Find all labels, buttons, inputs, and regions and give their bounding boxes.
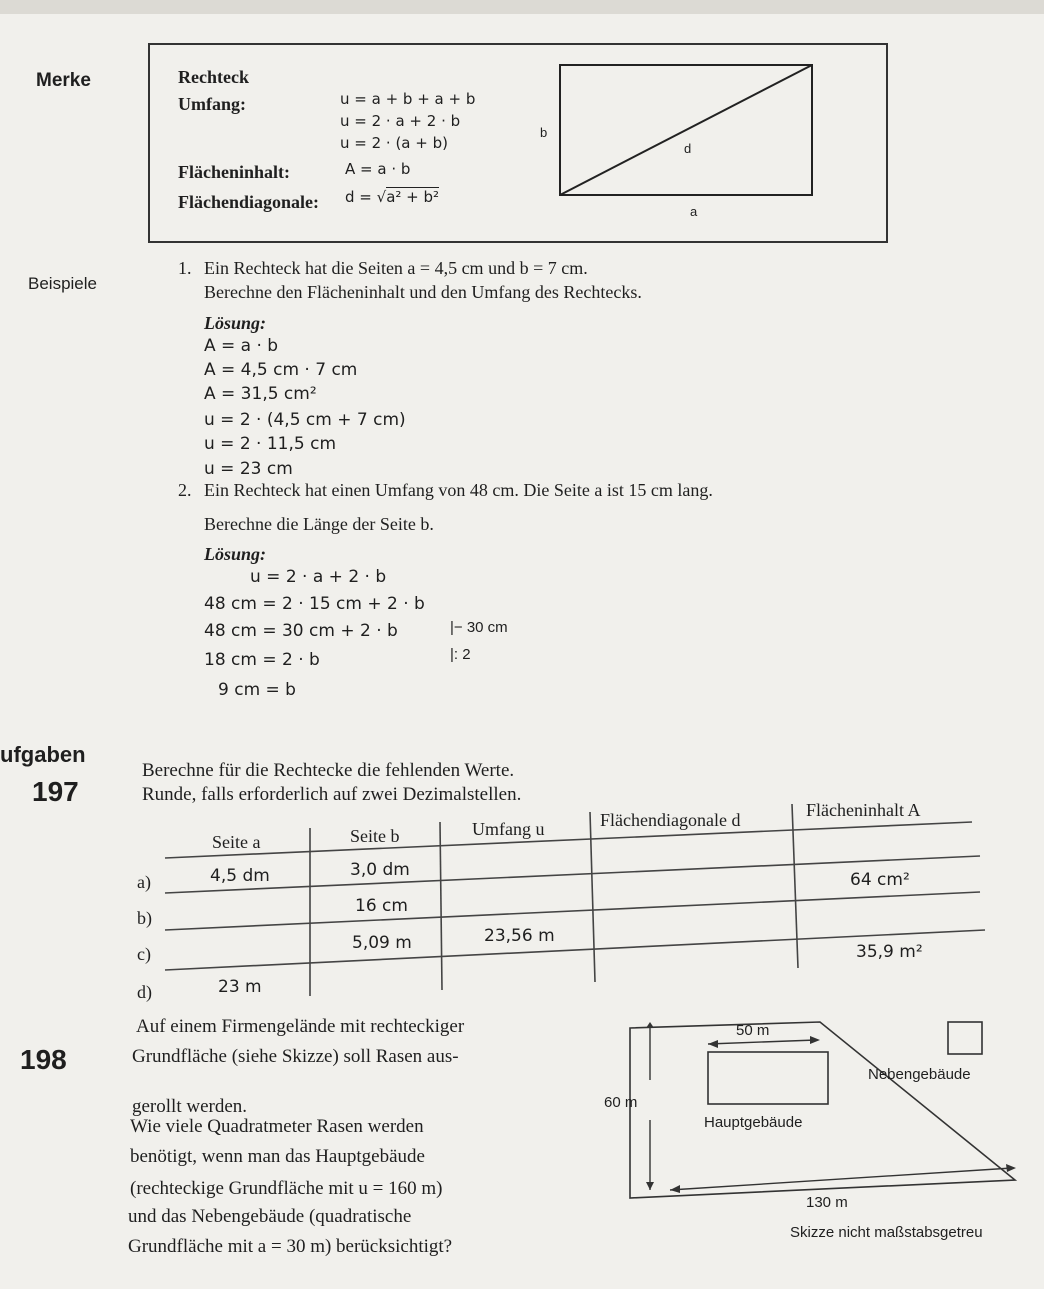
row-b-label: b)	[137, 908, 152, 928]
ex1-number: 1.	[178, 258, 192, 278]
diagonale-radicand: a² + b²	[386, 188, 440, 206]
ex2-step-5: 9 cm = b	[218, 680, 296, 700]
row-a-flaeche: 64 cm²	[850, 870, 910, 890]
ex1-step-5: u = 2 · 11,5 cm	[204, 434, 337, 454]
site-sketch	[620, 1020, 1030, 1220]
umfang-formula-3: u = 2 · (a + b)	[340, 134, 448, 152]
row-c-flaeche: 35,9 m²	[856, 942, 923, 962]
sketch-nebengebaeude: Nebengebäude	[868, 1066, 971, 1083]
row-c-umfang: 23,56 m	[484, 926, 555, 946]
task198-line-4: Wie viele Quadratmeter Rasen werden	[130, 1116, 424, 1137]
row-a-seite-b: 3,0 dm	[350, 860, 410, 880]
task198-number: 198	[20, 1044, 67, 1075]
grid-col-2	[440, 822, 442, 990]
hauptgebaeude-rect	[708, 1052, 828, 1104]
task197-line1: Berechne für die Rechtecke die fehlenden Werte.	[142, 760, 515, 781]
task198-line-5: benötigt, wenn man das Hauptgebäude	[130, 1146, 425, 1167]
width-top-arrow-right	[810, 1036, 820, 1044]
sketch-width-bottom: 130 m	[806, 1194, 848, 1211]
header-umfang: Umfang u	[472, 819, 545, 839]
width-top-arrow	[708, 1040, 816, 1044]
merke-label: Merke	[36, 70, 91, 91]
task197-line2: Runde, falls erforderlich auf zwei Dezimalstellen.	[142, 784, 522, 805]
ex1-step-4: u = 2 · (4,5 cm + 7 cm)	[204, 410, 406, 430]
ex1-step-2: A = 4,5 cm · 7 cm	[204, 360, 358, 380]
ex2-op-1: |− 30 cm	[450, 619, 508, 636]
aufgaben-heading: ufgaben	[0, 742, 86, 767]
header-seite-b: Seite b	[350, 826, 400, 846]
ex1-step-6: u = 23 cm	[204, 459, 293, 479]
ex2-op-2: |: 2	[450, 646, 471, 663]
ex1-line1: Ein Rechteck hat die Seiten a = 4,5 cm und b = 7 cm.	[204, 258, 588, 278]
beispiele-label: Beispiele	[28, 274, 97, 293]
grid-row-b-line	[165, 892, 980, 930]
header-diagonale: Flächendiagonale d	[600, 810, 741, 830]
header-seite-a: Seite a	[212, 832, 261, 852]
ex1-line2: Berechne den Flächeninhalt und den Umfang des Rechtecks.	[204, 282, 642, 302]
width-bottom-arrow-right	[1006, 1164, 1016, 1172]
grid-col-4	[792, 804, 798, 968]
height-arrow-head-down	[646, 1182, 654, 1190]
row-a-label: a)	[137, 872, 151, 892]
task198-line-7: und das Nebengebäude (quadratische	[128, 1206, 412, 1227]
task198-line-8: Grundfläche mit a = 30 m) berücksichtigt?	[128, 1236, 453, 1257]
row-b-seite-b: 16 cm	[355, 896, 408, 916]
sketch-note: Skizze nicht maßstabsgetreu	[790, 1224, 983, 1241]
row-a-seite-a: 4,5 dm	[210, 866, 270, 886]
ex1-step-1: A = a · b	[204, 336, 279, 356]
merke-title: Rechteck	[178, 67, 249, 87]
ex2-step-3: 48 cm = 30 cm + 2 · b	[204, 621, 398, 641]
ex2-step-1: u = 2 · a + 2 · b	[250, 567, 387, 587]
sketch-width-top: 50 m	[736, 1022, 770, 1039]
task198-line-2: Grundfläche (siehe Skizze) soll Rasen aus-	[132, 1046, 459, 1067]
diagonale-label: Flächendiagonale:	[178, 192, 320, 212]
ex2-number: 2.	[178, 480, 192, 500]
sketch-label-b: b	[540, 125, 548, 140]
ex2-step-4: 18 cm = 2 · b	[204, 650, 320, 670]
sketch-height-left: 60 m	[604, 1094, 638, 1111]
task197-number: 197	[32, 776, 79, 807]
task198-line-6: (rechteckige Grundfläche mit u = 160 m)	[130, 1178, 443, 1199]
grid-header-line	[165, 822, 972, 858]
sketch-hauptgebaeude: Hauptgebäude	[704, 1114, 803, 1131]
ex1-loesung: Lösung:	[204, 313, 267, 333]
ex2-step-2: 48 cm = 2 · 15 cm + 2 · b	[204, 594, 425, 614]
width-bottom-arrow-left	[670, 1185, 680, 1193]
flaeche-formula: A = a · b	[345, 160, 411, 178]
row-c-label: c)	[137, 944, 151, 964]
task198-line-1: Auf einem Firmengelände mit rechteckiger	[136, 1016, 465, 1037]
grid-col-3	[590, 812, 595, 982]
ex2-line1: Ein Rechteck hat einen Umfang von 48 cm. Die Seite a ist 15 cm lang.	[204, 480, 713, 500]
umfang-formula-1: u = a + b + a + b	[340, 90, 476, 108]
width-top-arrow-left	[708, 1040, 718, 1048]
umfang-formula-2: u = 2 · a + 2 · b	[340, 112, 461, 130]
umfang-label: Umfang:	[178, 94, 246, 114]
width-bottom-arrow	[670, 1168, 1012, 1190]
row-d-seite-a: 23 m	[218, 977, 262, 997]
ex1-step-3: A = 31,5 cm²	[204, 384, 317, 404]
task198-line-3: gerollt werden.	[132, 1096, 248, 1117]
row-c-seite-b: 5,09 m	[352, 933, 412, 953]
ex2-line2: Berechne die Länge der Seite b.	[204, 514, 434, 534]
sketch-label-d: d	[684, 141, 692, 156]
nebengebaeude-square	[948, 1022, 982, 1054]
sketch-label-a: a	[690, 204, 698, 219]
header-flaeche: Flächeninhalt A	[806, 800, 921, 820]
row-d-label: d)	[137, 982, 152, 1002]
flaeche-label: Flächeninhalt:	[178, 162, 291, 182]
ex2-loesung: Lösung:	[204, 544, 267, 564]
diagonale-prefix: d = √	[345, 188, 387, 206]
height-arrow-head-up	[646, 1022, 654, 1028]
